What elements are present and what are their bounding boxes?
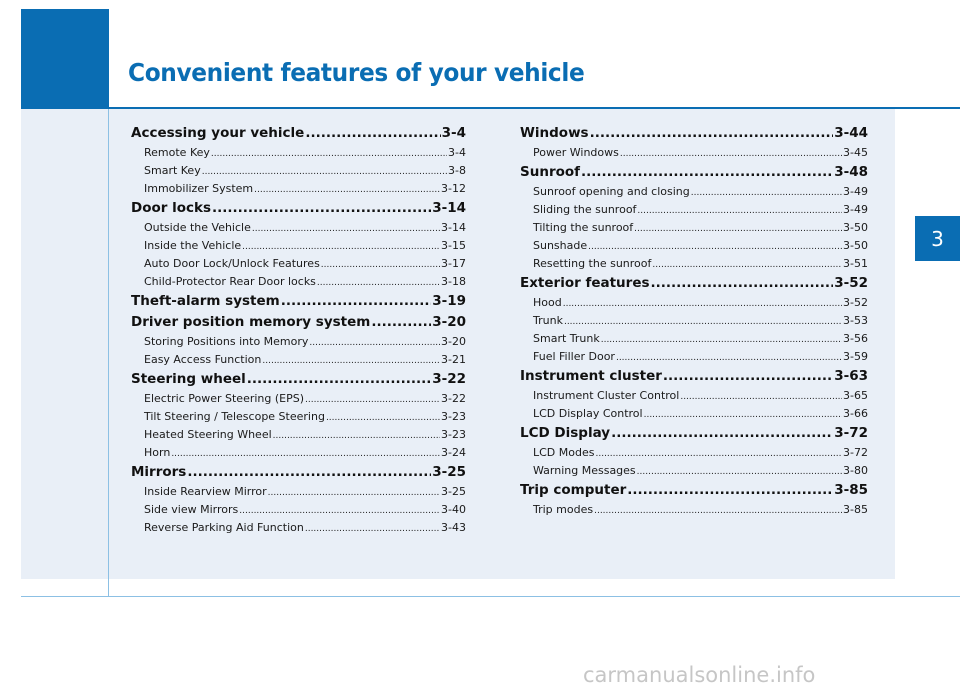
leader-dots (634, 219, 842, 237)
leader-dots (637, 462, 842, 480)
toc-section-title: Steering wheel (131, 371, 246, 387)
toc-item-title: Tilt Steering / Telescope Steering (144, 410, 325, 423)
toc-section-title: Door locks (131, 200, 212, 216)
left-margin-rule (108, 109, 109, 597)
toc-item-entry[interactable] (131, 273, 466, 291)
leader-dots (590, 123, 834, 144)
toc-section-title: Theft-alarm system (131, 293, 280, 309)
toc-section-entry[interactable] (520, 423, 868, 444)
watermark: carmanualsonline.info (583, 663, 816, 687)
leader-dots (326, 408, 440, 426)
leader-dots (317, 273, 440, 291)
toc-item-title: Horn (144, 446, 171, 459)
toc-section-page: 3-14 (432, 200, 466, 216)
toc-item-title: Trunk (533, 314, 563, 327)
toc-section-title: LCD Display (520, 425, 611, 441)
toc-item-page: 3-80 (843, 464, 868, 477)
toc-item-page: 3-85 (843, 503, 868, 516)
toc-item-title: Sunroof opening and closing (533, 185, 690, 198)
leader-dots (305, 390, 440, 408)
leader-dots (601, 330, 842, 348)
toc-item-title: Fuel Filler Door (533, 350, 615, 363)
toc-item-title: Storing Positions into Memory (144, 335, 309, 348)
leader-dots (637, 201, 842, 219)
page-title: Convenient features of your vehicle (128, 58, 585, 87)
toc-item-title: Smart Trunk (533, 332, 600, 345)
chapter-header-block (21, 9, 109, 108)
toc-item-entry[interactable] (131, 351, 466, 369)
leader-dots (309, 333, 440, 351)
toc-item-entry[interactable] (520, 348, 868, 366)
toc-item-entry[interactable] (131, 426, 466, 444)
toc-item-entry[interactable] (520, 201, 868, 219)
toc-section-entry[interactable] (520, 480, 868, 501)
toc-item-title: Sliding the sunroof (533, 203, 637, 216)
toc-section-entry[interactable] (520, 123, 868, 144)
toc-section-page: 3-85 (834, 482, 868, 498)
leader-dots (268, 483, 440, 501)
leader-dots (273, 426, 440, 444)
toc-item-entry[interactable] (131, 483, 466, 501)
toc-section-title: Mirrors (131, 464, 187, 480)
toc-item-entry[interactable] (520, 330, 868, 348)
toc-item-entry[interactable] (520, 183, 868, 201)
toc-item-page: 3-21 (441, 353, 466, 366)
toc-section-page: 3-22 (432, 371, 466, 387)
toc-section-page: 3-63 (834, 368, 868, 384)
toc-section-page: 3-4 (441, 125, 466, 141)
toc-item-title: LCD Display Control (533, 407, 643, 420)
leader-dots (171, 444, 440, 462)
toc-item-entry[interactable] (520, 387, 868, 405)
toc-item-title: Outside the Vehicle (144, 221, 251, 234)
toc-item-page: 3-52 (843, 296, 868, 309)
leader-dots (247, 369, 431, 390)
leader-dots (652, 255, 842, 273)
toc-item-page: 3-12 (441, 182, 466, 195)
toc-item-page: 3-4 (448, 146, 466, 159)
toc-section-entry[interactable] (520, 273, 868, 294)
leader-dots (595, 444, 842, 462)
toc-column-right (520, 123, 868, 519)
toc-item-title: Warning Messages (533, 464, 636, 477)
chapter-number: 3 (931, 226, 944, 251)
toc-item-page: 3-65 (843, 389, 868, 402)
toc-item-title: Inside Rearview Mirror (144, 485, 267, 498)
toc-section-title: Sunroof (520, 164, 581, 180)
toc-item-entry[interactable] (520, 501, 868, 519)
toc-column-left (131, 123, 466, 537)
toc-item-entry[interactable] (520, 405, 868, 423)
toc-item-page: 3-53 (843, 314, 868, 327)
toc-item-title: Instrument Cluster Control (533, 389, 680, 402)
toc-section-page: 3-48 (834, 164, 868, 180)
toc-item-page: 3-24 (441, 446, 466, 459)
leader-dots (651, 273, 834, 294)
toc-section-title: Trip computer (520, 482, 627, 498)
leader-dots (202, 162, 447, 180)
toc-item-entry[interactable] (520, 255, 868, 273)
toc-item-title: Hood (533, 296, 562, 309)
toc-item-page: 3-66 (843, 407, 868, 420)
toc-item-title: Reverse Parking Aid Function (144, 521, 304, 534)
toc-item-title: Sunshade (533, 239, 588, 252)
toc-section-title: Instrument cluster (520, 368, 662, 384)
toc-section-entry[interactable] (520, 366, 868, 387)
toc-section-page: 3-20 (432, 314, 466, 330)
toc-section-title: Accessing your vehicle (131, 125, 305, 141)
toc-item-title: Remote Key (144, 146, 210, 159)
leader-dots (262, 351, 440, 369)
leader-dots (663, 366, 833, 387)
toc-item-page: 3-23 (441, 428, 466, 441)
leader-dots (211, 144, 447, 162)
toc-section-entry[interactable] (131, 462, 466, 483)
leader-dots (564, 312, 842, 330)
toc-item-title: Trip modes (533, 503, 594, 516)
leader-dots (254, 180, 440, 198)
leader-dots (371, 312, 431, 333)
toc-item-title: Easy Access Function (144, 353, 262, 366)
toc-item-title: LCD Modes (533, 446, 595, 459)
toc-item-entry[interactable] (131, 255, 466, 273)
toc-item-page: 3-43 (441, 521, 466, 534)
leader-dots (588, 237, 842, 255)
toc-item-title: Power Windows (533, 146, 619, 159)
toc-item-entry[interactable] (131, 144, 466, 162)
toc-item-entry[interactable] (131, 333, 466, 351)
toc-item-entry[interactable] (131, 219, 466, 237)
leader-dots (212, 198, 431, 219)
toc-section-entry[interactable] (131, 312, 466, 333)
toc-item-entry[interactable] (520, 144, 868, 162)
toc-section-page: 3-44 (834, 125, 868, 141)
leader-dots (305, 123, 440, 144)
leader-dots (281, 291, 431, 312)
leader-dots (644, 405, 842, 423)
toc-item-page: 3-50 (843, 221, 868, 234)
leader-dots (627, 480, 833, 501)
toc-item-page: 3-18 (441, 275, 466, 288)
toc-section-entry[interactable] (520, 162, 868, 183)
toc-item-entry[interactable] (131, 390, 466, 408)
toc-item-entry[interactable] (520, 312, 868, 330)
toc-section-entry[interactable] (131, 291, 466, 312)
toc-item-page: 3-17 (441, 257, 466, 270)
toc-item-title: Inside the Vehicle (144, 239, 242, 252)
toc-item-title: Electric Power Steering (EPS) (144, 392, 305, 405)
leader-dots (252, 219, 440, 237)
toc-item-page: 3-56 (843, 332, 868, 345)
leader-dots (563, 294, 842, 312)
leader-dots (620, 144, 842, 162)
toc-item-entry[interactable] (131, 180, 466, 198)
toc-item-page: 3-20 (441, 335, 466, 348)
leader-dots (680, 387, 842, 405)
leader-dots (616, 348, 842, 366)
toc-item-page: 3-50 (843, 239, 868, 252)
leader-dots (594, 501, 842, 519)
toc-item-title: Immobilizer System (144, 182, 254, 195)
toc-item-entry[interactable] (131, 519, 466, 537)
toc-item-entry[interactable] (131, 444, 466, 462)
leader-dots (611, 423, 833, 444)
toc-section-title: Exterior features (520, 275, 650, 291)
leader-dots (305, 519, 440, 537)
toc-item-page: 3-14 (441, 221, 466, 234)
toc-section-title: Windows (520, 125, 589, 141)
toc-section-title: Driver position memory system (131, 314, 371, 330)
leader-dots (691, 183, 842, 201)
bottom-rule (21, 596, 960, 597)
toc-item-title: Resetting the sunroof (533, 257, 652, 270)
leader-dots (242, 237, 440, 255)
toc-item-page: 3-23 (441, 410, 466, 423)
toc-section-entry[interactable] (131, 123, 466, 144)
leader-dots (321, 255, 440, 273)
toc-item-page: 3-25 (441, 485, 466, 498)
toc-item-page: 3-45 (843, 146, 868, 159)
toc-item-title: Smart Key (144, 164, 201, 177)
toc-item-page: 3-15 (441, 239, 466, 252)
toc-item-title: Heated Steering Wheel (144, 428, 272, 441)
leader-dots (581, 162, 833, 183)
toc-section-page: 3-72 (834, 425, 868, 441)
toc-item-page: 3-51 (843, 257, 868, 270)
toc-item-page: 3-49 (843, 185, 868, 198)
toc-item-page: 3-8 (448, 164, 466, 177)
toc-section-entry[interactable] (131, 198, 466, 219)
toc-item-entry[interactable] (520, 462, 868, 480)
toc-item-page: 3-22 (441, 392, 466, 405)
toc-item-entry[interactable] (520, 294, 868, 312)
toc-item-page: 3-40 (441, 503, 466, 516)
toc-item-page: 3-59 (843, 350, 868, 363)
toc-item-entry[interactable] (131, 501, 466, 519)
toc-item-title: Child-Protector Rear Door locks (144, 275, 316, 288)
toc-item-title: Tilting the sunroof (533, 221, 634, 234)
toc-item-title: Side view Mirrors (144, 503, 239, 516)
toc-item-entry[interactable] (520, 219, 868, 237)
toc-item-page: 3-49 (843, 203, 868, 216)
leader-dots (187, 462, 431, 483)
toc-item-page: 3-72 (843, 446, 868, 459)
toc-section-page: 3-19 (432, 293, 466, 309)
toc-section-entry[interactable] (131, 369, 466, 390)
toc-item-entry[interactable] (131, 408, 466, 426)
toc-item-entry[interactable] (131, 237, 466, 255)
toc-section-page: 3-52 (834, 275, 868, 291)
toc-item-entry[interactable] (520, 444, 868, 462)
toc-section-page: 3-25 (432, 464, 466, 480)
chapter-tab[interactable] (915, 216, 960, 261)
toc-item-entry[interactable] (131, 162, 466, 180)
toc-item-entry[interactable] (520, 237, 868, 255)
toc-item-title: Auto Door Lock/Unlock Features (144, 257, 320, 270)
leader-dots (239, 501, 440, 519)
